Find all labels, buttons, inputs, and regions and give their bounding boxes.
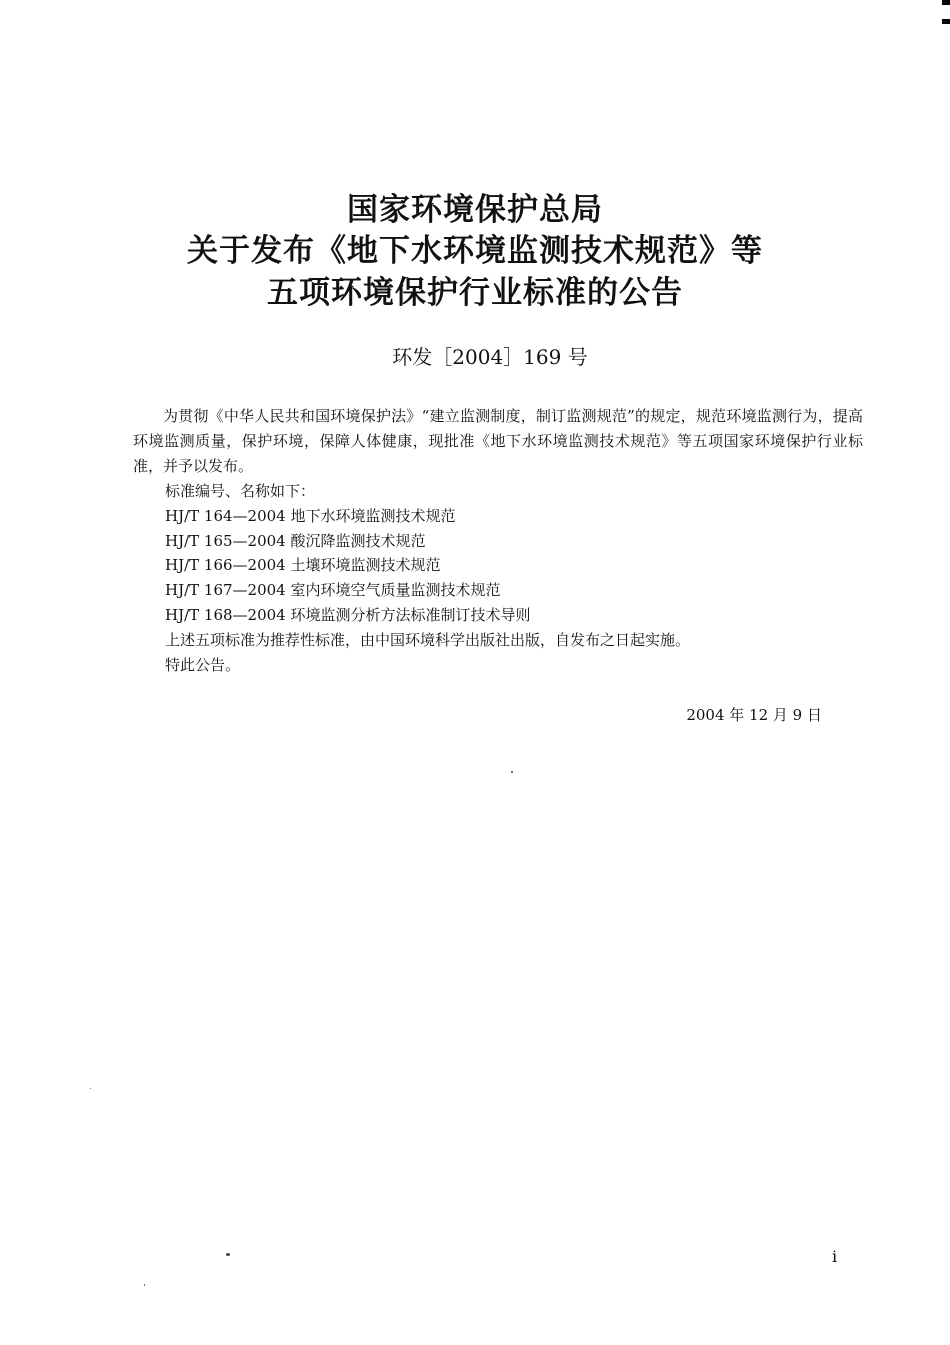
- standard-item-4: HJ/T 167—2004 室内环境空气质量监测技术规范: [165, 581, 501, 599]
- standard-item-3: HJ/T 166—2004 土壤环境监测技术规范: [165, 556, 441, 574]
- standard-item-5: HJ/T 168—2004 环境监测分析方法标准制订技术导则: [165, 606, 531, 624]
- closing-statement: 上述五项标准为推荐性标准，由中国环境科学出版社出版，自发布之日起实施。: [165, 631, 691, 649]
- intro-paragraph: 为贯彻《中华人民共和国环境保护法》“建立监测制度，制订监测规范”的规定，规范环境监测行为，提高环境监测质量，保护环境，保障人体健康，现批准《地下水环境监测技术规范》等五项国家环境保护行业标准，并予以发布。: [133, 407, 863, 475]
- issue-date: 2004 年 12 月 9 日: [686, 706, 822, 724]
- intro-paragraph-block: [133, 404, 863, 479]
- standard-item-1: HJ/T 164—2004 地下水环境监测技术规范: [165, 507, 456, 525]
- document-number: 环发［2004］169 号: [392, 345, 588, 369]
- scan-speck: [511, 771, 513, 773]
- standards-intro: 标准编号、名称如下：: [165, 482, 316, 500]
- scan-edge-mark: [942, 0, 950, 5]
- scan-speck: [226, 1253, 230, 1256]
- standard-item-2: HJ/T 165—2004 酸沉降监测技术规范: [165, 532, 426, 550]
- title-line-3: 五项环境保护行业标准的公告: [267, 275, 683, 311]
- scan-speck: [144, 1284, 145, 1286]
- sign-off: 特此公告。: [165, 656, 241, 674]
- title-line-1: 国家环境保护总局: [347, 192, 603, 228]
- scan-edge-mark: [942, 19, 950, 24]
- page-number: i: [832, 1247, 838, 1266]
- scan-speck: [90, 1088, 91, 1089]
- title-line-2: 关于发布《地下水环境监测技术规范》等: [187, 233, 763, 269]
